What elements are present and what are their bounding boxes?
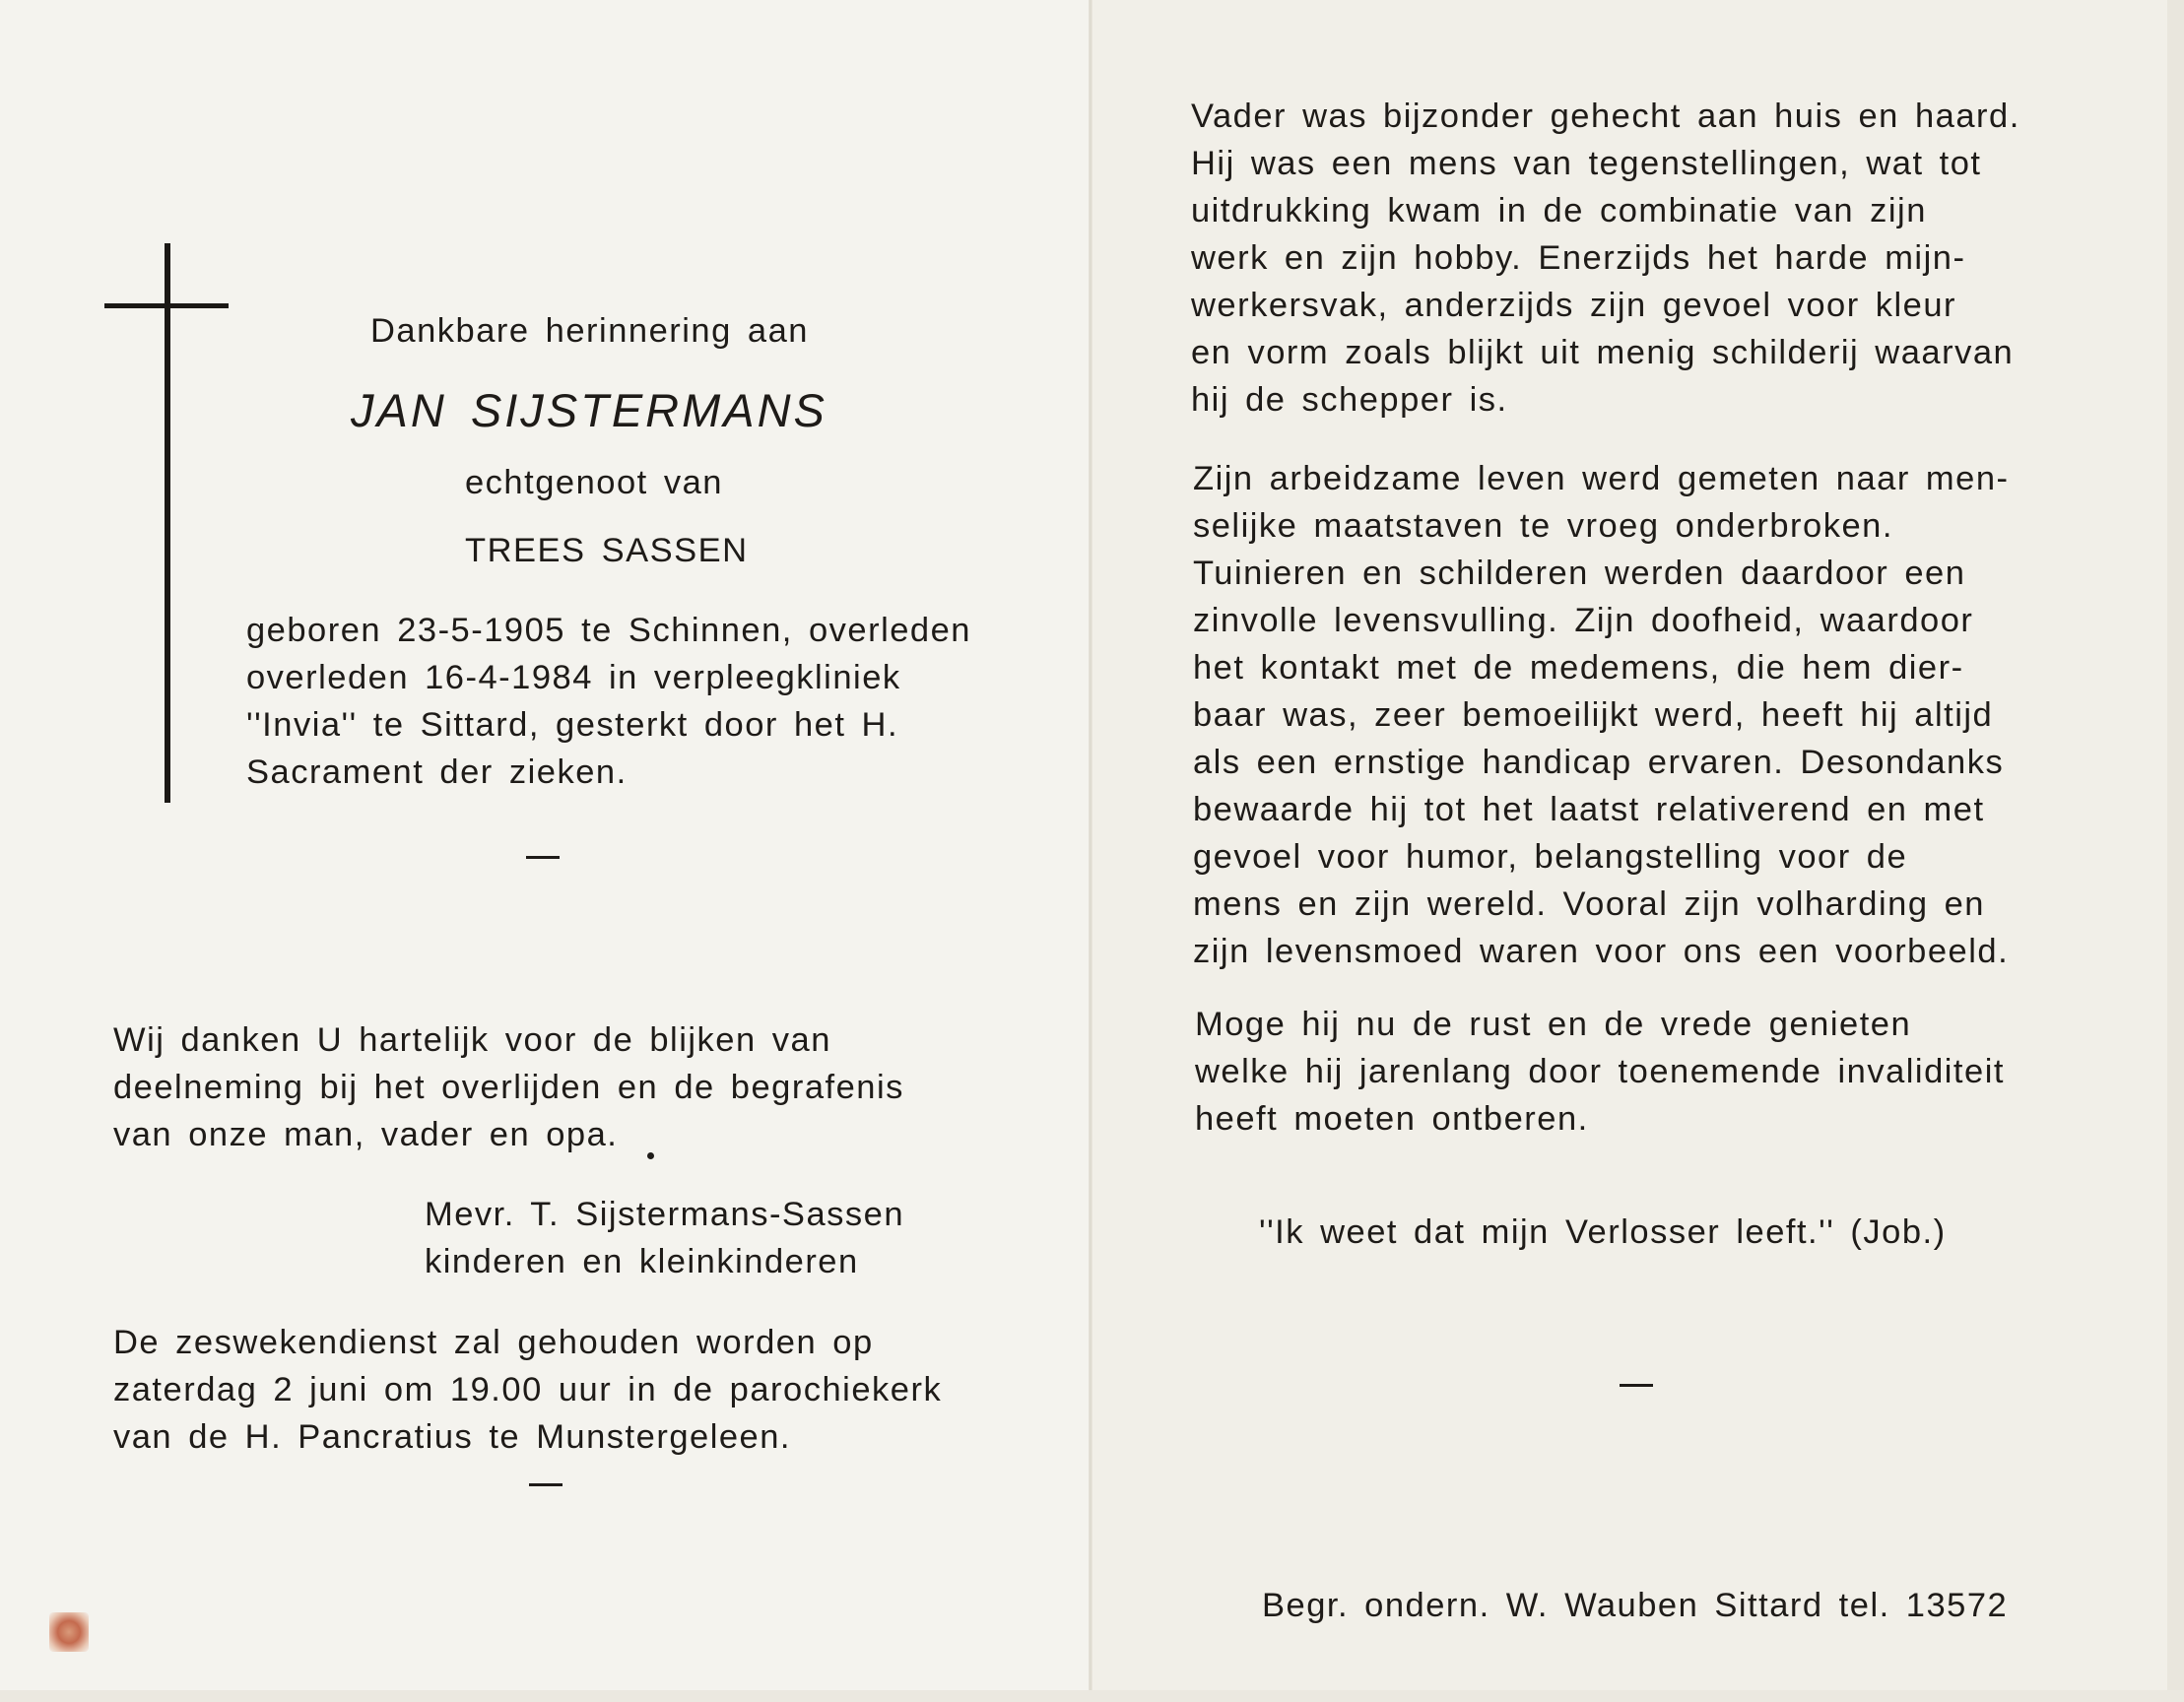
paragraph-line: Zijn arbeidzame leven werd gemeten naar men- [1193,460,2010,497]
paragraph-line: baar was, zeer bemoeilijkt werd, heeft hij altijd [1193,696,1994,734]
page-fold [1089,0,1092,1702]
paragraph-line: bewaarde hij tot het laatst relativerend en met [1193,791,1985,828]
service-line: van de H. Pancratius te Munstergeleen. [113,1418,792,1456]
separator-dash [526,856,560,859]
thanks-line: Wij danken U hartelijk voor de blijken van [113,1021,831,1059]
paragraph-line: zijn levensmoed waren voor ons een voorbeeld. [1193,933,2010,970]
paragraph-line: gevoel voor humor, belangstelling voor de [1193,838,1908,876]
service-line: De zeswekendienst zal gehouden worden op [113,1324,874,1361]
relation-text: echtgenoot van [465,464,723,501]
thanks-line: deelneming bij het overlijden en de begrafenis [113,1069,904,1106]
card-edge-bottom [0,1690,2184,1702]
spouse-name: TREES SASSEN [465,532,749,569]
biography-line: ''Invia'' te Sittard, gesterkt door het H. [246,706,899,744]
intro-text: Dankbare herinnering aan [370,312,809,350]
biography-line: Sacrament der zieken. [246,753,628,791]
paragraph-line: Vader was bijzonder gehecht aan huis en haard. [1191,98,2020,135]
cross-vertical-bar [165,243,170,803]
paragraph-line: het kontakt met de medemens, die hem dier- [1193,649,1964,687]
separator-dash [529,1483,563,1486]
thanks-line: van onze man, vader en opa. [113,1116,619,1153]
paragraph-line: welke hij jarenlang door toenemende invaliditeit [1195,1053,2005,1090]
ink-dot [647,1152,654,1159]
paragraph-line: uitdrukking kwam in de combinatie van zijn [1191,192,1927,229]
paragraph-line: werkersvak, anderzijds zijn gevoel voor kleur [1191,287,1957,324]
funeral-director-credit: Begr. ondern. W. Wauben Sittard tel. 13572 [1262,1587,2009,1624]
card-edge-right [2167,0,2184,1702]
cross-horizontal-bar [104,303,229,308]
paragraph-line: mens en zijn wereld. Vooral zijn volharding en [1193,885,1985,923]
paragraph-line: als een ernstige handicap ervaren. Desondanks [1193,744,2005,781]
service-line: zaterdag 2 juni om 19.00 uur in de parochiekerk [113,1371,943,1408]
paragraph-line: zinvolle levensvulling. Zijn doofheid, waardoor [1193,602,1974,639]
biography-line: overleden 16-4-1984 in verpleegkliniek [246,659,901,696]
paragraph-line: Tuinieren en schilderen werden daardoor een [1193,555,1966,592]
paragraph-line: en vorm zoals blijkt uit menig schilderij waarvan [1191,334,2015,371]
biography-line: geboren 23-5-1905 te Schinnen, overleden [246,612,971,649]
paragraph-line: hij de schepper is. [1191,381,1508,419]
paragraph-line: heeft moeten ontberen. [1195,1100,1589,1138]
archive-stamp-icon [49,1612,89,1652]
family-line: kinderen en kleinkinderen [425,1243,859,1280]
paragraph-line: selijke maatstaven te vroeg onderbroken. [1193,507,1893,545]
family-line: Mevr. T. Sijstermans-Sassen [425,1196,905,1233]
bible-quote: ''Ik weet dat mijn Verlosser leeft.'' (Job.) [1259,1213,1947,1251]
paragraph-line: Moge hij nu de rust en de vrede genieten [1195,1006,1912,1043]
deceased-name: JAN SIJSTERMANS [351,384,827,436]
paragraph-line: Hij was een mens van tegenstellingen, wat tot [1191,145,1982,182]
paragraph-line: werk en zijn hobby. Enerzijds het harde mijn- [1191,239,1966,277]
separator-dash [1620,1384,1653,1387]
